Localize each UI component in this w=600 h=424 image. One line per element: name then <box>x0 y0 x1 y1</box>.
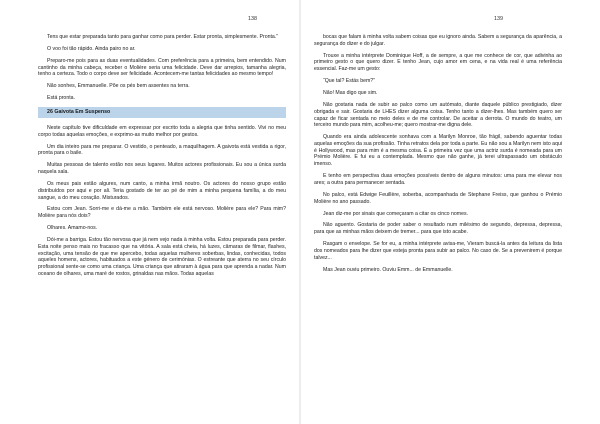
paragraph: Jean diz-me por sinais que começaram a citar os cinco nomes. <box>323 210 469 217</box>
paragraph: Os meus pais estão algures, num canto, a minha irmã noutro. Os actores do nosso grupo estão distribuídos por aqui e por ali. Teria gostado de ter ao pé de mim a minha pequena família, a do meu sangue, a do meu coração. Misturados. <box>38 181 286 201</box>
chapter-heading: 26 Gaivota Em Suspenso <box>38 107 286 118</box>
paragraph: Estou com Jean. Sorri-me e dá-me a mão. Também ele está nervoso. Molière para ele? Para mim? Molière para nós dois? <box>38 206 286 220</box>
page-number-left: 138 <box>248 16 257 22</box>
paragraph: E tenho em perspectiva duas emoções possíveis dentro de alguns minutos: uma para me elevar nos ares; a outra para permanecer sentada. <box>314 173 562 186</box>
paragraph: Não gostaria nada de subir ao palco como um autómato, diante daquele público prestigiado, dizer obrigada e sair. Gostaria de LHES dizer alguma coisa. Tenho tanto a dizer-lhes. Mas também quero ser capaz de ficar sentada no meio deles e de me controlar. De aceitar a derrota. O mundo do teatro, um terceiro mundo para mim, acolheu-me; quero mostrar-me digna dele. <box>314 102 562 129</box>
paragraph: Mas Jean ouviu primeiro. Ouviu Emm... de Emmanuelle. <box>323 266 453 273</box>
paragraph: Neste capítulo tive dificuldade em expressar por escrito toda a alegria que tinha sentido. Vivi no meu corpo todas aquelas emoções, e exprimo-as muito melhor por gestos. <box>38 124 286 138</box>
paragraph: Um dia inteiro para me preparar. O vestido, o penteado, a maquilhagem. A gaivota está vestida a rigor, pronta para o baile. <box>38 143 286 157</box>
right-page-text <box>314 34 562 273</box>
paragraph: bocas que falam à minha volta sabem coisas que eu ignoro ainda. Sabem a segurança da aparência, a segurança do dizer e do julgar. <box>314 34 562 47</box>
paragraph: Dói-me a barriga. Estou tão nervosa que já nem vejo nada à minha volta. Estou preparada para perder. Esta noite penso mais no fracasso que na vitória. A sala está cheia, há luzes, câmaras de filmar, flashes, excitação, uma tensão de que me apercebo, todas aquelas mulheres soberbas, lindas, conhecidas, todos aqueles homens, actores, habituados a este género de cerimónias. O estreante que aterra no seu círculo profissional sente-se como uma criança. Uma criança que atiraram à água para que aprenda a nadar. Num oceano de olhares, uma maré de rostos, grinaldas nas mãos. Todas aquelas <box>38 237 286 277</box>
paragraph: Não aguento. Gostaria de poder saber o resultado num milésimo de segundo, depressa, depressa, para que as minhas mãos deixem de tremer... para que isto acabe. <box>314 222 562 236</box>
paragraph: Tens que estar preparada tanto para ganhar como para perder. Estar pronta, simplesmente. Pronta.” <box>47 34 278 40</box>
paragraph: Não! Mas digo que sim. <box>323 90 378 97</box>
paragraph: Preparo-me pois para as duas eventualidades. Com preferência para a primeira, bem entendido. Num cantinho da minha cabeça, receber o Molière seria uma felicidade. Deve dar arrepios, tamanha alegria, tenho a certeza. Todo o corpo deve ser felicidade. Acontecem-me tantas felicidades ao mesmo tempo! <box>38 57 286 78</box>
paragraph: “Que tal? Estás bem?” <box>323 78 375 85</box>
paragraph: O voo foi tão rápido. Ainda pairo no ar. <box>47 45 136 52</box>
paragraph: No palco, está Edwige Feuillère, soberba, acompanhada de Stephane Freiss, que ganhou o Prémio Molière no ano passado. <box>314 191 562 205</box>
left-page-text <box>38 34 286 278</box>
right-page <box>300 0 600 424</box>
paragraph: Olhares. Amamo-nos. <box>47 225 98 232</box>
paragraph: Muitas pessoas de talento estão nos seus lugares. Muitos actores profissionais. Eu sou a única surda naquela sala. <box>38 162 286 176</box>
page-number-right: 139 <box>494 16 503 22</box>
paragraph: Não sonhes, Emmanuelle. Põe os pés bem assentes na terra. <box>47 83 190 90</box>
paragraph: Trouxe a minha intérprete Dominique Hoff, a de sempre, a que me conhece de cor, que adivinha ao primeiro gesto o que quero dizer. E tenho Jean, cujo amor em cena, e na vida real é uma referência essencial. Faz-me um gesto: <box>314 52 562 73</box>
paragraph: Está pronta. <box>47 95 75 102</box>
paragraph: Quando era ainda adolescente sonhava com a Marilyn Monroe, tão frágil, sabendo aguentar todas aquelas emoções da sua profissão. Tinha retratos dela por toda a parte. Eu não sou a Marilyn nem isto aqui é Hollywood, mas para mim é a mesma coisa. É a primeira vez que uma actriz surda é nomeada para um Prémio Molière. E fui eu a contemplada. Mesmo que não ganhe, já terei ultrapassado um obstáculo imenso. <box>314 134 562 168</box>
paragraph: Rasgam o envelope. Se for eu, a minha intérprete avisa-me, Vieram buscá-la antes da leitura da lista dos nomeados para lhe dizer que esteja pronta para subir ao palco. No caso de. Se a prevenirem é porque talvez... <box>314 241 562 261</box>
